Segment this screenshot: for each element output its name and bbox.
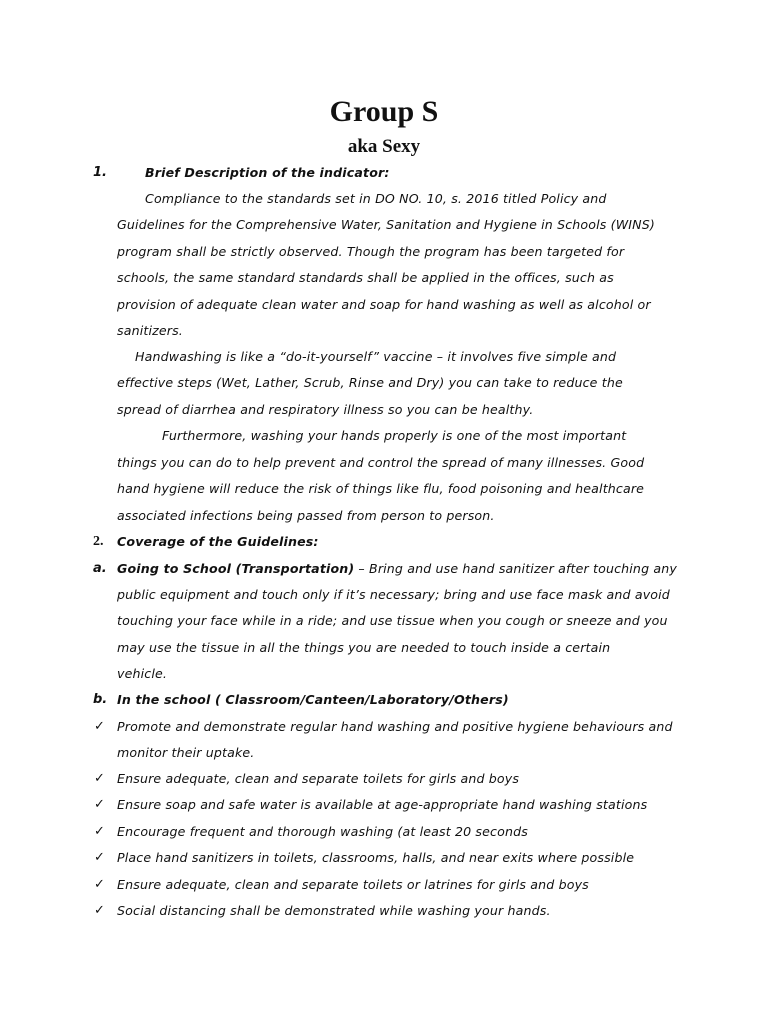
item-a-line: may use the tissue in all the things you are needed to touch inside a certain	[117, 640, 611, 655]
item-a-first-line-text: – Bring and use hand sanitizer after touching any	[354, 561, 677, 576]
document-subtitle: aka Sexy	[347, 136, 421, 157]
para-3-line: associated infections being passed from person to person.	[117, 508, 495, 523]
para-1-line: Guidelines for the Comprehensive Water, Sanitation and Hygiene in Schools (WINS)	[117, 217, 655, 232]
checklist-item: Ensure adequate, clean and separate toilets for girls and boys	[117, 771, 520, 786]
check-icon: ✓	[94, 877, 105, 892]
item-a-heading: Going to School (Transportation)	[117, 561, 355, 576]
item-a-line: touching your face while in a ride; and use tissue when you cough or sneeze and you	[117, 613, 668, 628]
section-2-marker: 2.	[93, 534, 104, 549]
item-a-marker: a.	[93, 561, 107, 576]
section-2-heading: Coverage of the Guidelines:	[117, 534, 319, 549]
para-1-line: Compliance to the standards set in DO NO. 10, s. 2016 titled Policy and	[145, 191, 607, 206]
para-1-line: provision of adequate clean water and soap for hand washing as well as alcohol or	[117, 297, 651, 312]
section-1-marker: 1.	[93, 165, 107, 180]
document-title: Group S	[329, 95, 439, 128]
item-b-heading: In the school ( Classroom/Canteen/Laboratory/Others)	[117, 692, 509, 707]
checklist-item: Ensure adequate, clean and separate toilets or latrines for girls and boys	[117, 877, 589, 892]
para-3-line: things you can do to help prevent and control the spread of many illnesses. Good	[117, 455, 645, 470]
checklist-item: Promote and demonstrate regular hand washing and positive hygiene behaviours and	[117, 719, 673, 734]
item-a-line: public equipment and touch only if it’s necessary; bring and use face mask and avoid	[117, 587, 670, 602]
checklist-item: Social distancing shall be demonstrated while washing your hands.	[117, 903, 551, 918]
para-2-line: effective steps (Wet, Lather, Scrub, Rinse and Dry) you can take to reduce the	[117, 375, 623, 390]
para-2-line: spread of diarrhea and respiratory illness so you can be healthy.	[117, 402, 534, 417]
para-1-line: sanitizers.	[117, 323, 183, 338]
check-icon: ✓	[94, 771, 105, 786]
para-3-line: hand hygiene will reduce the risk of things like flu, food poisoning and healthcare	[117, 481, 645, 496]
checklist-item: Place hand sanitizers in toilets, classrooms, halls, and near exits where possible	[117, 850, 635, 865]
section-1-heading: Brief Description of the indicator:	[145, 165, 390, 180]
checklist-item-continuation: monitor their uptake.	[117, 745, 255, 760]
item-b-marker: b.	[93, 692, 108, 707]
checklist-item: Encourage frequent and thorough washing (at least 20 seconds	[117, 824, 528, 839]
para-1-line: program shall be strictly observed. Though the program has been targeted for	[117, 244, 625, 259]
check-icon: ✓	[94, 719, 105, 734]
check-icon: ✓	[94, 824, 105, 839]
item-a-line: vehicle.	[117, 666, 168, 681]
para-2-line: Handwashing is like a “do-it-yourself” vaccine – it involves five simple and	[135, 349, 617, 364]
item-a-first-line	[117, 560, 677, 578]
checklist-item: Ensure soap and safe water is available at age-appropriate hand washing stations	[117, 797, 648, 812]
check-icon: ✓	[94, 850, 105, 865]
check-icon: ✓	[94, 797, 105, 812]
para-3-line: Furthermore, washing your hands properly is one of the most important	[162, 428, 627, 443]
check-icon: ✓	[94, 903, 105, 918]
para-1-line: schools, the same standard standards shall be applied in the offices, such as	[117, 270, 614, 285]
